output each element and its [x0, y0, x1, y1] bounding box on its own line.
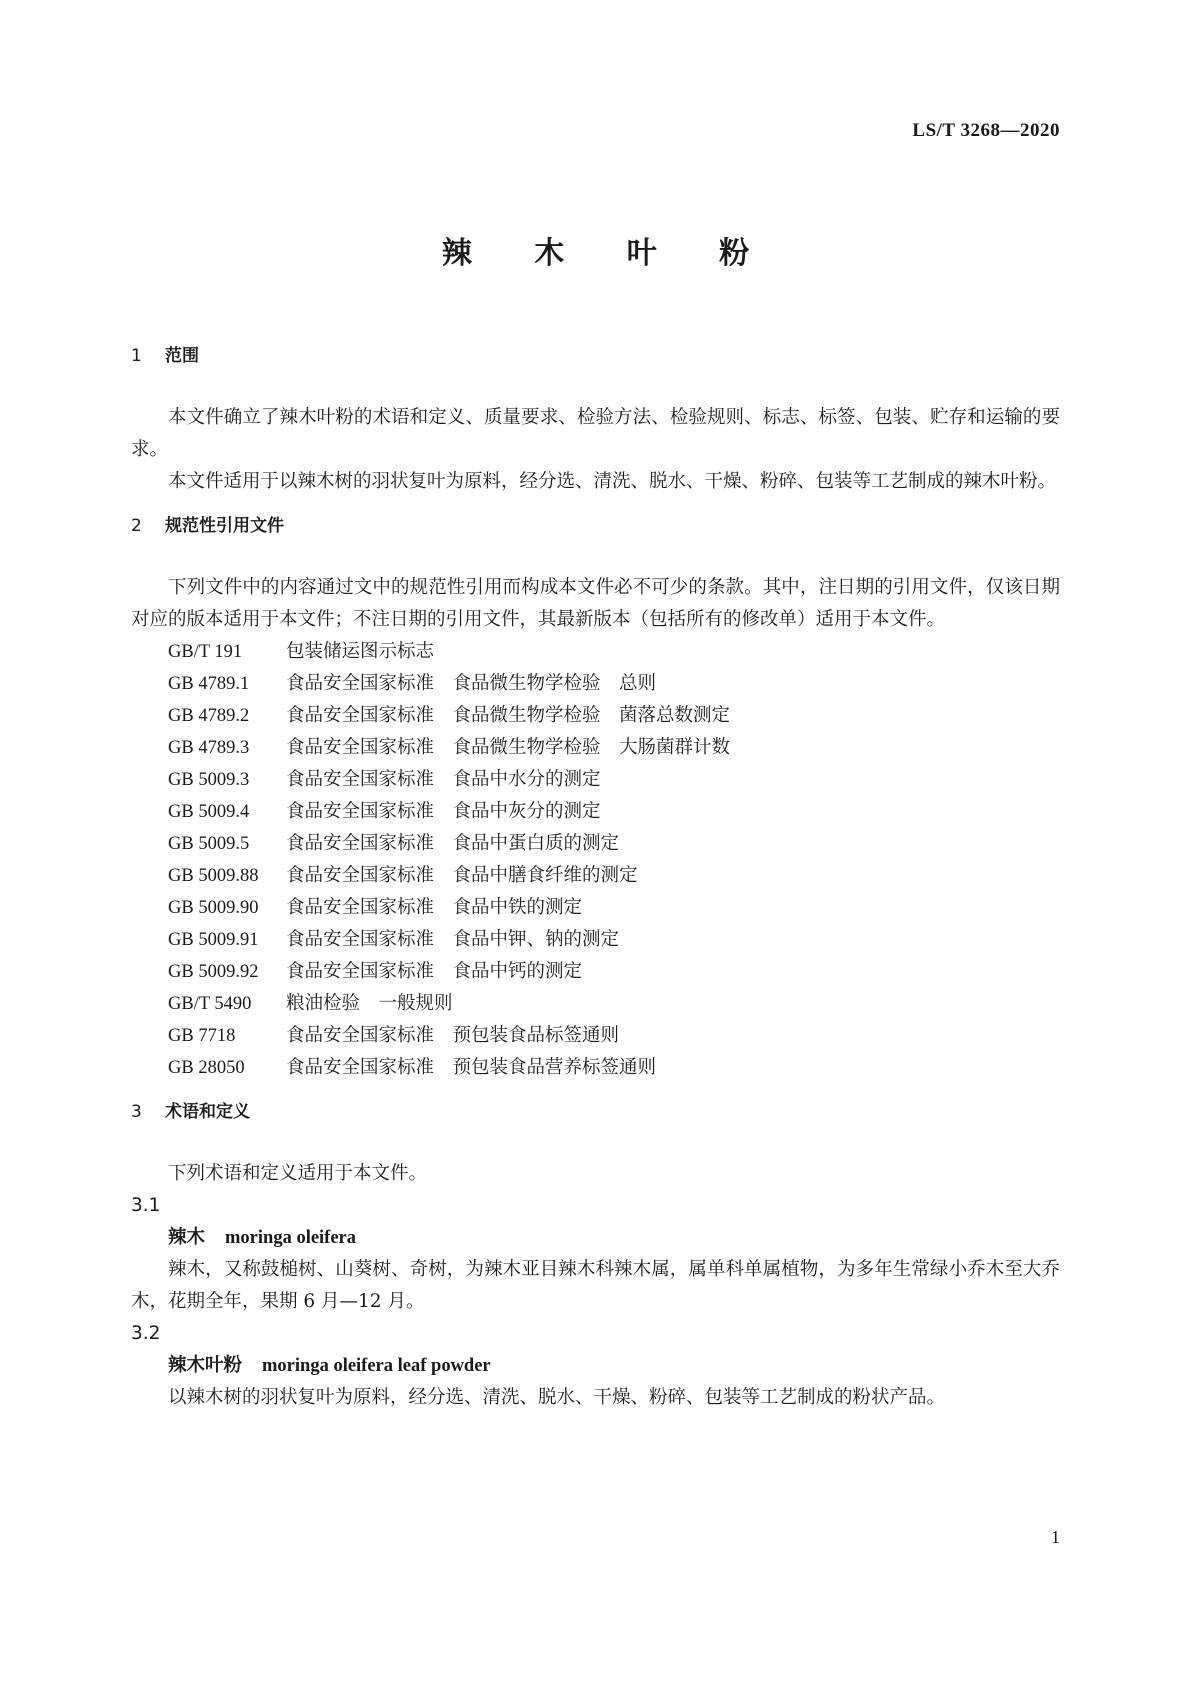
reference-code: GB 5009.3	[168, 770, 250, 790]
reference-title: 包装储运图示标志	[286, 641, 435, 662]
section-title: 规范性引用文件	[165, 516, 284, 536]
reference-title: 食品安全国家标准 预包装食品营养标签通则	[286, 1057, 657, 1078]
term-definition: 以辣木树的羽状复叶为原料，经分选、清洗、脱水、干燥、粉碎、包装等工艺制成的粉状产品。	[168, 1387, 946, 1408]
reference-code: GB 7718	[168, 1026, 236, 1046]
reference-code: GB 5009.91	[168, 930, 259, 950]
document-body	[131, 340, 1060, 1414]
reference-title: 食品安全国家标准 食品中灰分的测定	[286, 801, 601, 822]
scope-paragraph-2: 本文件适用于以辣木树的羽状复叶为原料，经分选、清洗、脱水、干燥、粉碎、包装等工艺制成的辣木叶粉。	[168, 471, 1057, 492]
term-chinese: 辣木叶粉	[168, 1355, 243, 1376]
reference-title: 食品安全国家标准 食品中水分的测定	[286, 769, 601, 790]
term-entry	[131, 1350, 1060, 1382]
reference-item	[131, 956, 1060, 988]
reference-title: 粮油检验 一般规则	[286, 993, 453, 1014]
section-title: 范围	[165, 346, 199, 366]
section-number: 3	[131, 1102, 142, 1122]
reference-title: 食品安全国家标准 食品中铁的测定	[286, 897, 583, 918]
references-intro: 下列文件中的内容通过文中的规范性引用而构成本文件必不可少的条款。其中，注日期的引用文件，仅该日期对应的版本适用于本文件；不注日期的引用文件，其最新版本（包括所有的修改单）适用于本文件。	[131, 577, 1060, 630]
reference-code: GB 5009.88	[168, 866, 259, 886]
reference-item	[131, 924, 1060, 956]
reference-item	[131, 860, 1060, 892]
reference-item	[131, 796, 1060, 828]
reference-title: 食品安全国家标准 预包装食品标签通则	[286, 1025, 620, 1046]
reference-item	[131, 732, 1060, 764]
reference-item	[131, 892, 1060, 924]
reference-code: GB 5009.5	[168, 834, 250, 854]
reference-code: GB 5009.90	[168, 898, 259, 918]
reference-item	[131, 700, 1060, 732]
reference-item	[131, 828, 1060, 860]
reference-title: 食品安全国家标准 食品中膳食纤维的测定	[286, 865, 638, 886]
reference-code: GB 4789.2	[168, 706, 250, 726]
section-3-heading	[131, 1096, 1060, 1128]
reference-title: 食品安全国家标准 食品中钾、钠的测定	[286, 929, 620, 950]
reference-item	[131, 1020, 1060, 1052]
reference-code: GB 4789.1	[168, 674, 250, 694]
reference-title: 食品安全国家标准 食品微生物学检验 菌落总数测定	[286, 705, 731, 726]
term-definition: 辣木，又称鼓槌树、山葵树、奇树，为辣木亚目辣木科辣木属，属单科单属植物，为多年生常绿小乔木至大乔木，花期全年，果期 6 月—12 月。	[131, 1259, 1060, 1312]
term-number: 3.2	[131, 1323, 161, 1344]
reference-code: GB 28050	[168, 1058, 245, 1078]
reference-title: 食品安全国家标准 食品中钙的测定	[286, 961, 583, 982]
section-number: 2	[131, 516, 142, 536]
reference-code: GB 5009.92	[168, 962, 259, 982]
term-chinese: 辣木	[168, 1227, 206, 1248]
standard-code: LS/T 3268—2020	[912, 120, 1060, 141]
page-number: 1	[1051, 1527, 1060, 1547]
term-english: moringa oleifera	[225, 1228, 357, 1248]
terms-intro: 下列术语和定义适用于本文件。	[168, 1163, 428, 1184]
section-2-heading	[131, 510, 1060, 542]
term-english: moringa oleifera leaf powder	[262, 1356, 491, 1376]
section-number: 1	[131, 346, 142, 366]
reference-item	[131, 668, 1060, 700]
term-entry	[131, 1222, 1060, 1254]
reference-title: 食品安全国家标准 食品中蛋白质的测定	[286, 833, 620, 854]
reference-item	[131, 1052, 1060, 1084]
reference-list	[131, 636, 1060, 1084]
term-number: 3.1	[131, 1195, 161, 1216]
reference-code: GB 4789.3	[168, 738, 250, 758]
reference-item	[131, 636, 1060, 668]
scope-paragraph-1: 本文件确立了辣木叶粉的术语和定义、质量要求、检验方法、检验规则、标志、标签、包装、贮存和运输的要求。	[131, 407, 1060, 460]
reference-title: 食品安全国家标准 食品微生物学检验 大肠菌群计数	[286, 737, 731, 758]
document-title: 辣 木 叶 粉	[441, 236, 776, 271]
reference-item	[131, 988, 1060, 1020]
reference-code: GB 5009.4	[168, 802, 250, 822]
section-1-heading	[131, 340, 1060, 372]
section-title: 术语和定义	[165, 1102, 250, 1122]
reference-code: GB/T 191	[168, 642, 243, 662]
reference-item	[131, 764, 1060, 796]
reference-code: GB/T 5490	[168, 994, 252, 1014]
reference-title: 食品安全国家标准 食品微生物学检验 总则	[286, 673, 657, 694]
